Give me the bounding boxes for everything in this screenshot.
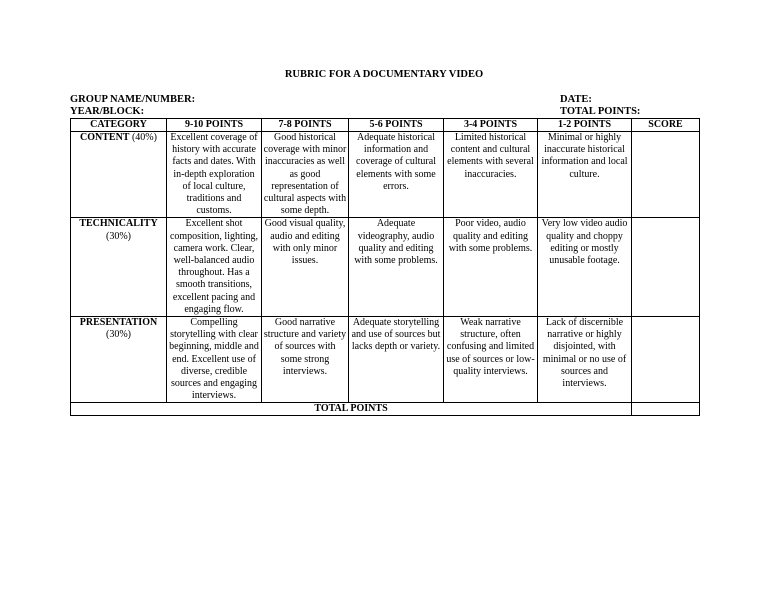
- criteria-cell: Good historical coverage with minor inaccuracies as well as good representation of cultural aspects with some depth.: [262, 132, 349, 218]
- criteria-cell: Limited historical content and cultural elements with several inaccuracies.: [444, 132, 538, 218]
- category-weight: (30%): [106, 230, 131, 242]
- table-row: [71, 132, 700, 218]
- criteria-cell: Excellent shot composition, lighting, camera work. Clear, well-balanced audio throughout. Has a smooth transitions, excellent pacing and engaging flow.: [167, 218, 262, 317]
- category-cell: [71, 218, 167, 317]
- category-weight: (40%): [131, 132, 157, 143]
- criteria-cell: Weak narrative structure, often confusing and limited use of sources or low-quality interviews.: [444, 317, 538, 403]
- total-score-cell[interactable]: [632, 403, 700, 416]
- criteria-cell: Very low video audio quality and choppy editing or mostly unusable footage.: [538, 218, 632, 317]
- total-points-row-label: TOTAL POINTS: [71, 403, 632, 416]
- document-title: RUBRIC FOR A DOCUMENTARY VIDEO: [284, 69, 484, 80]
- category-cell: [71, 317, 167, 403]
- column-header-3-4: 3-4 POINTS: [444, 119, 538, 132]
- table-row: [71, 218, 700, 317]
- score-cell[interactable]: [632, 317, 700, 403]
- criteria-cell: Good narrative structure and variety of sources with some strong interviews.: [262, 317, 349, 403]
- category-name: PRESENTATION: [79, 317, 158, 329]
- criteria-cell: Excellent coverage of history with accurate facts and dates. With in-depth exploration of local culture, traditions and customs.: [167, 132, 262, 218]
- column-header-7-8: 7-8 POINTS: [262, 119, 349, 132]
- header-row: [71, 119, 700, 132]
- total-points-label: TOTAL POINTS:: [560, 106, 641, 117]
- column-header-category: CATEGORY: [71, 119, 167, 132]
- criteria-cell: Adequate videography, audio quality and editing with some problems.: [349, 218, 444, 317]
- criteria-cell: Minimal or highly inaccurate historical information and local culture.: [538, 132, 632, 218]
- score-cell[interactable]: [632, 132, 700, 218]
- category-name: TECHNICALITY: [79, 218, 158, 230]
- rubric-table: [70, 118, 700, 416]
- criteria-cell: Adequate historical information and coverage of cultural elements with some errors.: [349, 132, 444, 218]
- table-row: [71, 317, 700, 403]
- date-label: DATE:: [560, 94, 592, 105]
- category-weight: (30%): [106, 329, 131, 341]
- criteria-cell: Lack of discernible narrative or highly disjointed, with minimal or no use of sources and interviews.: [538, 317, 632, 403]
- criteria-cell: Adequate storytelling and use of sources but lacks depth or variety.: [349, 317, 444, 403]
- column-header-5-6: 5-6 POINTS: [349, 119, 444, 132]
- total-row: [71, 403, 700, 416]
- category-name: CONTENT: [80, 132, 130, 143]
- column-header-9-10: 9-10 POINTS: [167, 119, 262, 132]
- criteria-cell: Poor video, audio quality and editing with some problems.: [444, 218, 538, 317]
- group-name-label: GROUP NAME/NUMBER:: [70, 94, 196, 105]
- year-block-label: YEAR/BLOCK:: [70, 106, 145, 117]
- column-header-score: SCORE: [632, 119, 700, 132]
- category-cell: [71, 132, 167, 218]
- column-header-1-2: 1-2 POINTS: [538, 119, 632, 132]
- criteria-cell: Compelling storytelling with clear beginning, middle and end. Excellent use of diverse, credible sources and engaging interviews.: [167, 317, 262, 403]
- score-cell[interactable]: [632, 218, 700, 317]
- criteria-cell: Good visual quality, audio and editing with only minor issues.: [262, 218, 349, 317]
